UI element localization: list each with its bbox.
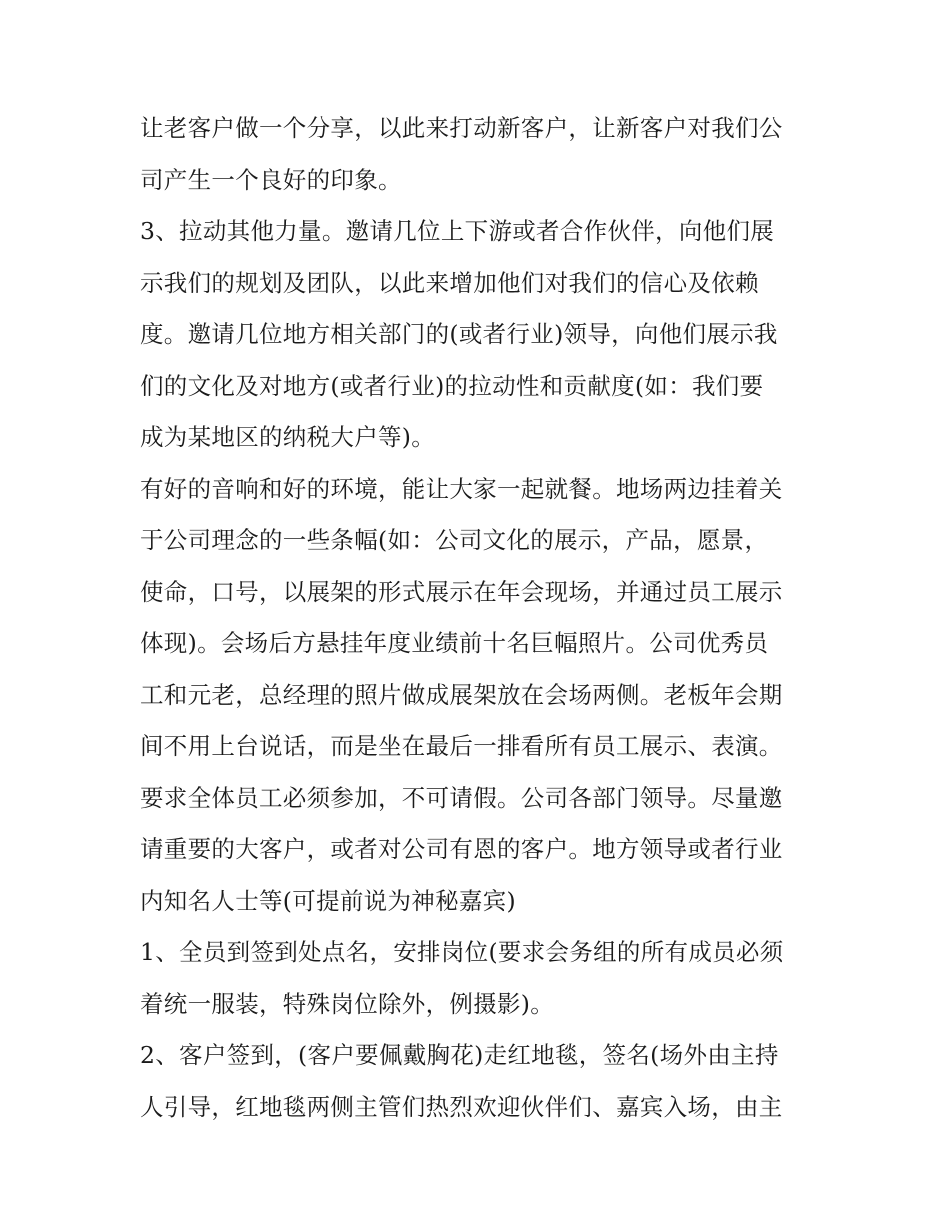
text-line: 于公司理念的一些条幅(如：公司文化的展示，产品，愿景， [140, 526, 769, 554]
text-line: 请重要的大客户，或者对公司有恩的客户。地方领导或者行业 [140, 835, 783, 863]
text-line: 要求全体员工必须参加，不可请假。公司各部门领导。尽量邀 [140, 783, 783, 812]
text-line: 1、全员到签到处点名，安排岗位(要求会务组的所有成员必须 [140, 938, 784, 966]
text-line: 着统一服装，特殊岗位除外，例摄影)。 [140, 989, 555, 1018]
text-line: 2、客户签到，(客户要佩戴胸花)走红地毯，签名(场外由主持 [140, 1041, 779, 1069]
text-line: 司产生一个良好的印象。 [140, 165, 402, 194]
text-line: 使命，口号，以展架的形式展示在年会现场，并通过员工展示 [140, 577, 783, 606]
text-line: 3、拉动其他力量。邀请几位上下游或者合作伙伴，向他们展 [140, 217, 775, 245]
text-line: 间不用上台说话，而是坐在最后一排看所有员工展示、表演。 [140, 732, 783, 760]
text-line: 工和元老，总经理的照片做成展架放在会场两侧。老板年会期 [140, 680, 783, 709]
text-line: 人引导，红地毯两侧主管们热烈欢迎伙伴们、嘉宾入场，由主 [140, 1092, 783, 1121]
text-line: 度。邀请几位地方相关部门的(或者行业)领导，向他们展示我 [140, 320, 778, 348]
text-line: 有好的音响和好的环境，能让大家一起就餐。地场两边挂着关 [140, 474, 783, 503]
text-line: 内知名人士等(可提前说为神秘嘉宾) [140, 886, 516, 915]
text-line: 让老客户做一个分享，以此来打动新客户，让新客户对我们公 [140, 114, 783, 142]
text-line: 体现)。会场后方悬挂年度业绩前十名巨幅照片。公司优秀员 [140, 629, 769, 657]
text-line: 们的文化及对地方(或者行业)的拉动性和贡献度(如：我们要 [140, 371, 764, 400]
text-line: 成为某地区的纳税大户等)。 [140, 423, 436, 451]
text-line: 示我们的规划及团队，以此来增加他们对我们的信心及依赖 [140, 268, 759, 297]
document-body [140, 103, 820, 1133]
